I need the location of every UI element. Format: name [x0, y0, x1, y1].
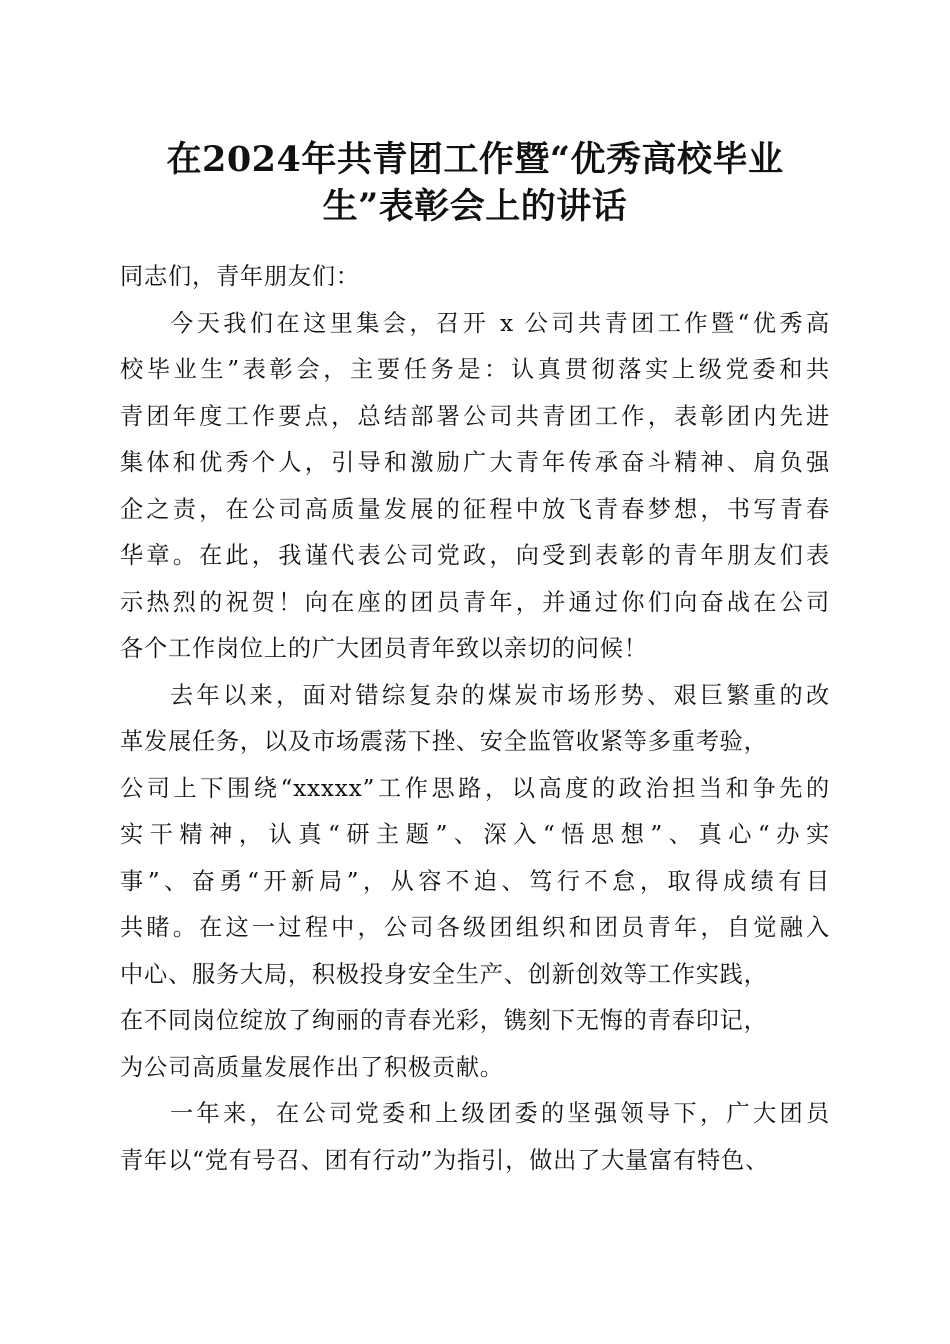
paragraph-2-line: 去年以来，面对错综复杂的煤炭市场形势、艰巨繁重的改 — [170, 681, 830, 709]
page-title — [120, 136, 830, 230]
paragraph-2-line: 实干精神，认真“研主题”、深入“悟思想”、真心“办实 — [120, 821, 830, 848]
paragraph-2-line: 共睹。在这一过程中，公司各级团组织和团员青年，自觉融入 — [120, 914, 830, 941]
paragraph-1-line: 今天我们在这里集会，召开 x 公司共青团工作暨“优秀高 — [170, 309, 830, 337]
paragraph-1-line: 校毕业生”表彰会，主要任务是：认真贯彻落实上级党委和共 — [120, 356, 830, 383]
title-line-2: 生”表彰会上的讲话 — [322, 186, 628, 227]
paragraph-2-line: 革发展任务，以及市场震荡下挫、安全监管收紧等多重考验， — [120, 728, 768, 755]
document-body — [120, 254, 830, 1184]
paragraph-3-line: 青年以“党有号召、团有行动”为指引，做出了大量富有特色、 — [120, 1146, 769, 1174]
paragraph-2-line: 事”、奋勇“开新局”，从容不迫、笃行不怠，取得成绩有目 — [120, 867, 830, 895]
paragraph-2-line: 在不同岗位绽放了绚丽的青春光彩，镌刻下无悔的青春印记， — [120, 1007, 768, 1034]
paragraph-1-line: 青团年度工作要点，总结部署公司共青团工作，表彰团内先进 — [120, 402, 830, 430]
paragraph-1-line: 华章。在此，我谨代表公司党政，向受到表彰的青年朋友们表 — [120, 542, 830, 569]
paragraph-2-line: 中心、服务大局，积极投身安全生产、创新创效等工作实践， — [120, 960, 768, 988]
paragraph-1-line: 企之责，在公司高质量发展的征程中放飞青春梦想，书写青春 — [120, 495, 830, 523]
paragraph-2-line: 为公司高质量发展作出了积极贡献。 — [120, 1053, 504, 1081]
salutation: 同志们，青年朋友们： — [120, 263, 360, 290]
title-line-1: 在2024年共青团工作暨“优秀高校毕业 — [166, 139, 784, 180]
paragraph-1-line: 示热烈的祝贺！向在座的团员青年，并通过你们向奋战在公司 — [120, 588, 830, 616]
paragraph-2-line: 公司上下围绕“xxxxx”工作思路，以高度的政治担当和争先的 — [120, 774, 830, 802]
paragraph-3-line: 一年来，在公司党委和上级团委的坚强领导下，广大团员 — [170, 1100, 830, 1127]
paragraph-1-line: 集体和优秀个人，引导和激励广大青年传承奋斗精神、肩负强 — [120, 449, 830, 476]
paragraph-1-line: 各个工作岗位上的广大团员青年致以亲切的问候！ — [120, 635, 648, 662]
